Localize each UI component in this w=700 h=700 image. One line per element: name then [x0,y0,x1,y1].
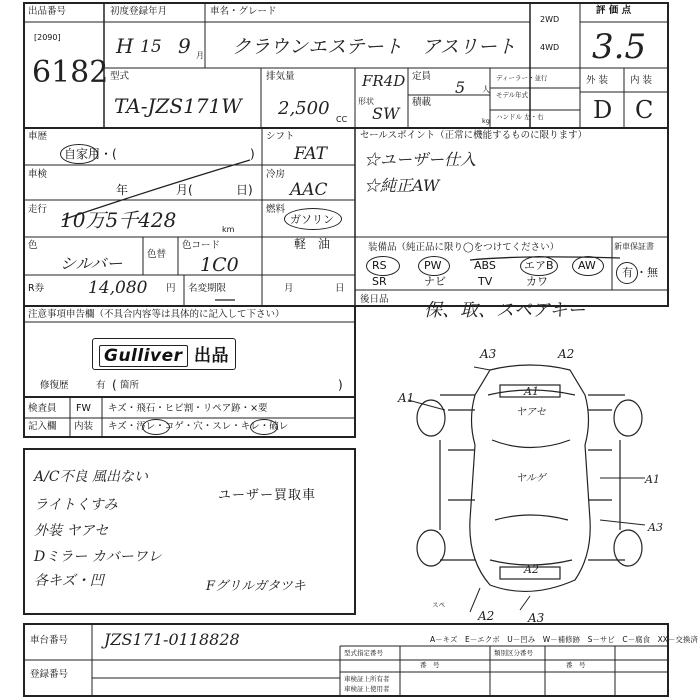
score-label: 評 価 点 [596,5,632,16]
ac-label: 冷房 [266,169,286,180]
inspector-label: 検査員 [28,403,57,414]
repair-paren-close: ) [338,378,343,392]
owner-label: 車検証上所有者 [344,675,390,683]
history-close: ) [250,147,255,161]
repair-place: 箇所 [120,380,140,391]
ac-value: AAC [290,180,328,200]
rs-circle [366,256,400,276]
first-reg-era: H [116,34,134,58]
r-value: 14,080 [88,278,148,298]
color-code-label: 色コード [182,240,221,251]
fw-label: FW [76,403,91,414]
fw-items: キズ・飛石・ヒビ割・リペア跡・×要 [108,403,268,414]
private-use-circle [60,144,98,164]
selling-point-2: ☆純正AW [364,176,440,195]
first-reg-month: 9 [178,34,191,58]
class-label: 類別区分番号 [494,649,533,657]
name-change-month: 月 [284,283,294,294]
mark-a3-bottom: A3 [528,611,545,625]
fuel-label: 燃料 [266,204,286,215]
lot-label: 出品番号 [28,6,67,17]
class-sub: 番 号 [566,661,586,669]
report-label: 注意事項申告欄（不具合内容等は具体的に記入して下さい） [28,309,285,320]
gulliver-logo: Gulliver [99,345,188,367]
fuel-value: ガソリン [290,213,334,226]
lot-code: [2090] [34,33,61,42]
mark-a1-hood: A1 [524,385,539,398]
name-change-day: 日 [335,283,345,294]
int-items: キズ・汚レ・コゲ・穴・スレ・キレ・破レ [108,421,289,432]
inspection-year-unit: 年 [116,183,129,197]
listing-stamp: 出品 [193,346,229,366]
interior-label: 内 装 [630,75,653,86]
mileage-label: 走行 [28,204,48,215]
displacement-value: 2,500 [278,98,330,119]
registration-label: 登録番号 [30,669,69,680]
chassis-label: 車台番号 [30,635,69,646]
inspection-day-unit: 日) [236,183,253,197]
fuel-mark: FR4D [362,72,406,90]
kg-unit: kg [482,117,490,125]
displacement-label: 排気量 [266,71,295,82]
shift-label: シフト [266,131,295,142]
fuel-alt: 軽 油 [294,237,331,251]
color-code-value: 1C0 [200,254,239,276]
person-unit: 人 [482,85,490,94]
lot-number: 6182 [32,55,109,90]
dealer-label: ディーラー・並行 [496,74,548,82]
type-value: TA-JZS171W [114,94,242,118]
color-change-label: 色替 [147,249,167,260]
aw-circle [572,256,604,276]
equip-abs: ABS [474,259,496,272]
remark-6: Fグリルガタツキ [206,579,306,594]
selling-points-label: セールスポイント（正常に機能するものに限ります） [360,130,588,141]
color-label: 色 [28,240,38,251]
first-reg-month-unit: 月 [196,51,204,60]
exterior-label: 外 装 [586,75,609,86]
equip-aw: AW [578,259,596,272]
mark-a3-right: A3 [648,521,663,534]
user-label: 車検証上使用者 [344,685,390,693]
chassis-value: JZS171-0118828 [104,630,240,649]
drive-4wd: 4WD [540,43,560,52]
handle-label: ハンドル 左・右 [496,113,544,121]
first-reg-year: 15 [140,37,162,57]
drive-2wd: 2WD [540,15,560,24]
mileage-value: 10万5千428 [60,208,177,232]
warranty-no: ・無 [636,266,658,279]
equip-pw: PW [424,259,442,272]
equip-navi: ナビ [424,275,446,288]
mark-yaase: ヤアセ [516,407,546,418]
fuel-circle [284,208,342,230]
km-unit: km [222,225,235,234]
remark-5: 各キズ・凹 [34,573,104,589]
shape-value: SW [372,104,400,123]
new-car-warranty-label: 新車保証書 [614,242,654,251]
yen-unit: 円 [166,283,176,294]
airbag-circle [520,256,558,276]
repair-paren-open: ( [112,378,117,392]
remark-3: 外装 ヤアセ [34,523,109,539]
history-label: 車歴 [28,131,48,142]
name-change-label: 名変期限 [188,283,227,294]
entry-label: 記入欄 [28,421,57,432]
int-label: 内装 [74,421,94,432]
model-name: クラウンエステート アスリート [232,36,516,58]
warranty-circle [616,262,638,284]
repair-value: 有 [96,380,106,391]
remark-4: Dミラー カバーワレ [34,549,162,565]
score-value: 3.5 [592,27,647,67]
equip-leather: カワ [526,275,548,288]
selling-point-1: ☆ユーザー仕入 [364,150,477,169]
rear-items-label: 後日品 [360,294,389,305]
warranty-yes: 有 [622,266,633,279]
capacity-label: 定員 [412,71,432,82]
repair-label: 修復歴 [40,380,69,391]
history-value: 自家用・( [64,147,117,161]
load-label: 積載 [412,97,432,108]
mark-a1-left: A1 [398,391,415,405]
mark-a3-top: A3 [480,347,497,361]
exterior-grade: D [593,96,613,124]
gulliver-stamp [92,338,236,370]
cc-unit: CC [336,115,348,124]
remark-1: A/C不良 風出ない [34,469,148,485]
equipment-label: 装備品（純正品に限り◯をつけてください） [368,242,560,253]
first-reg-label: 初度登録年月 [110,6,168,17]
model-designation-sub: 番 号 [420,661,440,669]
shape-label: 形状 [358,97,374,106]
interior-grade: C [635,96,654,124]
mark-a2-top: A2 [558,347,575,361]
equip-airbag: エアB [524,259,554,272]
model-year-label: モデル年式 [496,91,529,99]
equip-sr: SR [372,275,387,288]
pw-circle [418,256,450,276]
mark-a2-rear: A2 [524,563,539,576]
stain-circle [142,419,170,435]
model-label: 車名・グレード [210,6,277,17]
damage-legend: A－キズ E－エクボ U－凹み W－補修跡 S－サビ C－腐食 XX－交換済 [430,635,698,644]
equip-rs: RS [372,259,387,272]
color-value: シルバー [60,254,123,273]
mark-a1-right: A1 [645,473,660,486]
rear-items-value: 保、取、スペアキー [424,300,586,321]
model-designation-label: 型式指定番号 [344,649,383,657]
mark-spare: スペ [432,601,445,609]
user-buy-stamp: ユーザー買取車 [218,488,317,503]
r-label: R券 [28,283,45,294]
shift-value: FAT [294,144,328,164]
inspection-label: 車検 [28,169,48,180]
inspection-month-unit: 月( [176,183,193,197]
mark-a2-bottom: A2 [478,609,495,623]
capacity-value: 5 [455,78,466,97]
type-label: 型式 [110,71,130,82]
scuff-circle [250,419,278,435]
mark-yaruge: ヤルゲ [516,473,546,484]
remark-2: ライトくすみ [34,497,118,513]
equip-tv: TV [478,275,493,288]
